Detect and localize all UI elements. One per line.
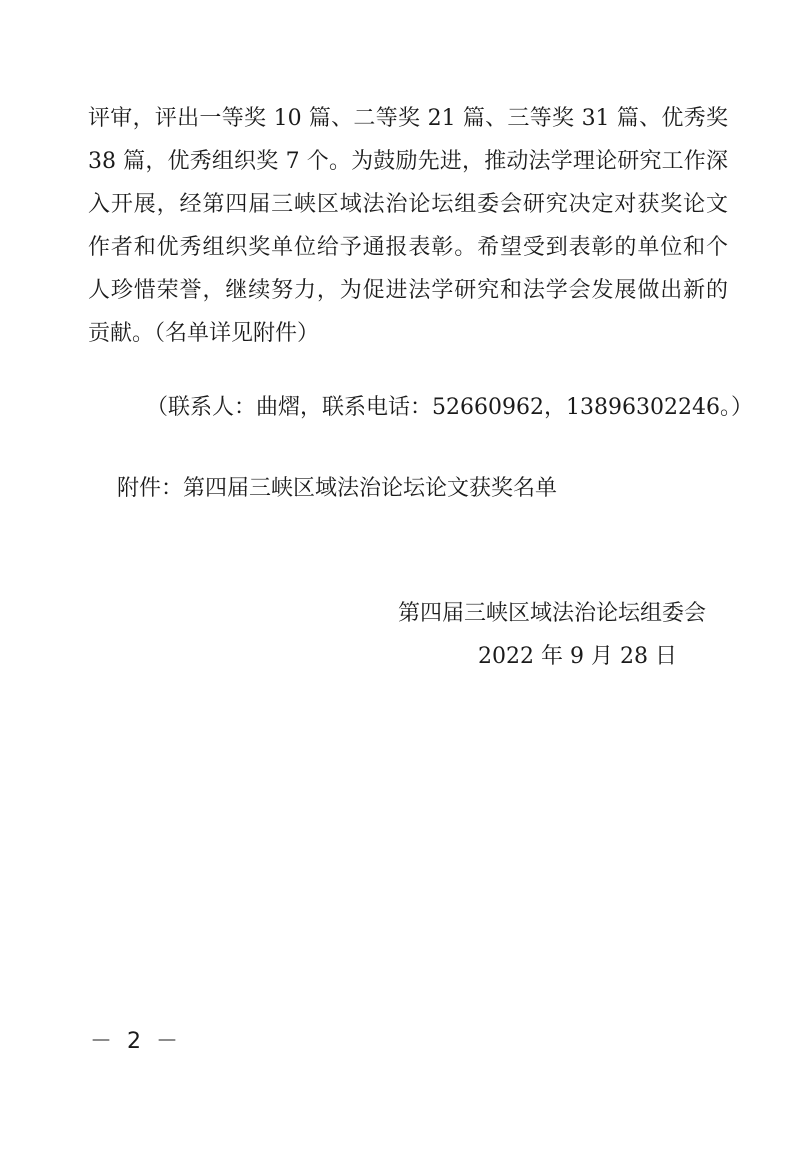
- contact-info: （联系人：曲熠，联系电话：52660962，13896302246。）: [146, 395, 753, 420]
- attachment-note: 附件：第四届三峡区域法治论坛论文获奖名单: [117, 476, 558, 501]
- body-line-1: 评审，评出一等奖 10 篇、二等奖 21 篇、三等奖 31 篇、优秀奖: [88, 106, 728, 131]
- page-number: － 2 －: [90, 1029, 182, 1054]
- body-paragraph: [88, 97, 728, 355]
- body-line-3: 入开展，经第四届三峡区域法治论坛组委会研究决定对获奖论文: [88, 192, 728, 217]
- body-line-5: 人珍惜荣誉，继续努力，为促进法学研究和法学会发展做出新的: [88, 278, 728, 303]
- signature-organization: 第四届三峡区域法治论坛组委会: [398, 601, 707, 626]
- body-line-6: 贡献。（名单详见附件）: [88, 321, 320, 346]
- body-line-2: 38 篇，优秀组织奖 7 个。为鼓励先进，推动法学理论研究工作深: [88, 149, 728, 174]
- signature-date: 2022 年 9 月 28 日: [478, 644, 677, 669]
- body-line-4: 作者和优秀组织奖单位给予通报表彰。希望受到表彰的单位和个: [88, 235, 728, 260]
